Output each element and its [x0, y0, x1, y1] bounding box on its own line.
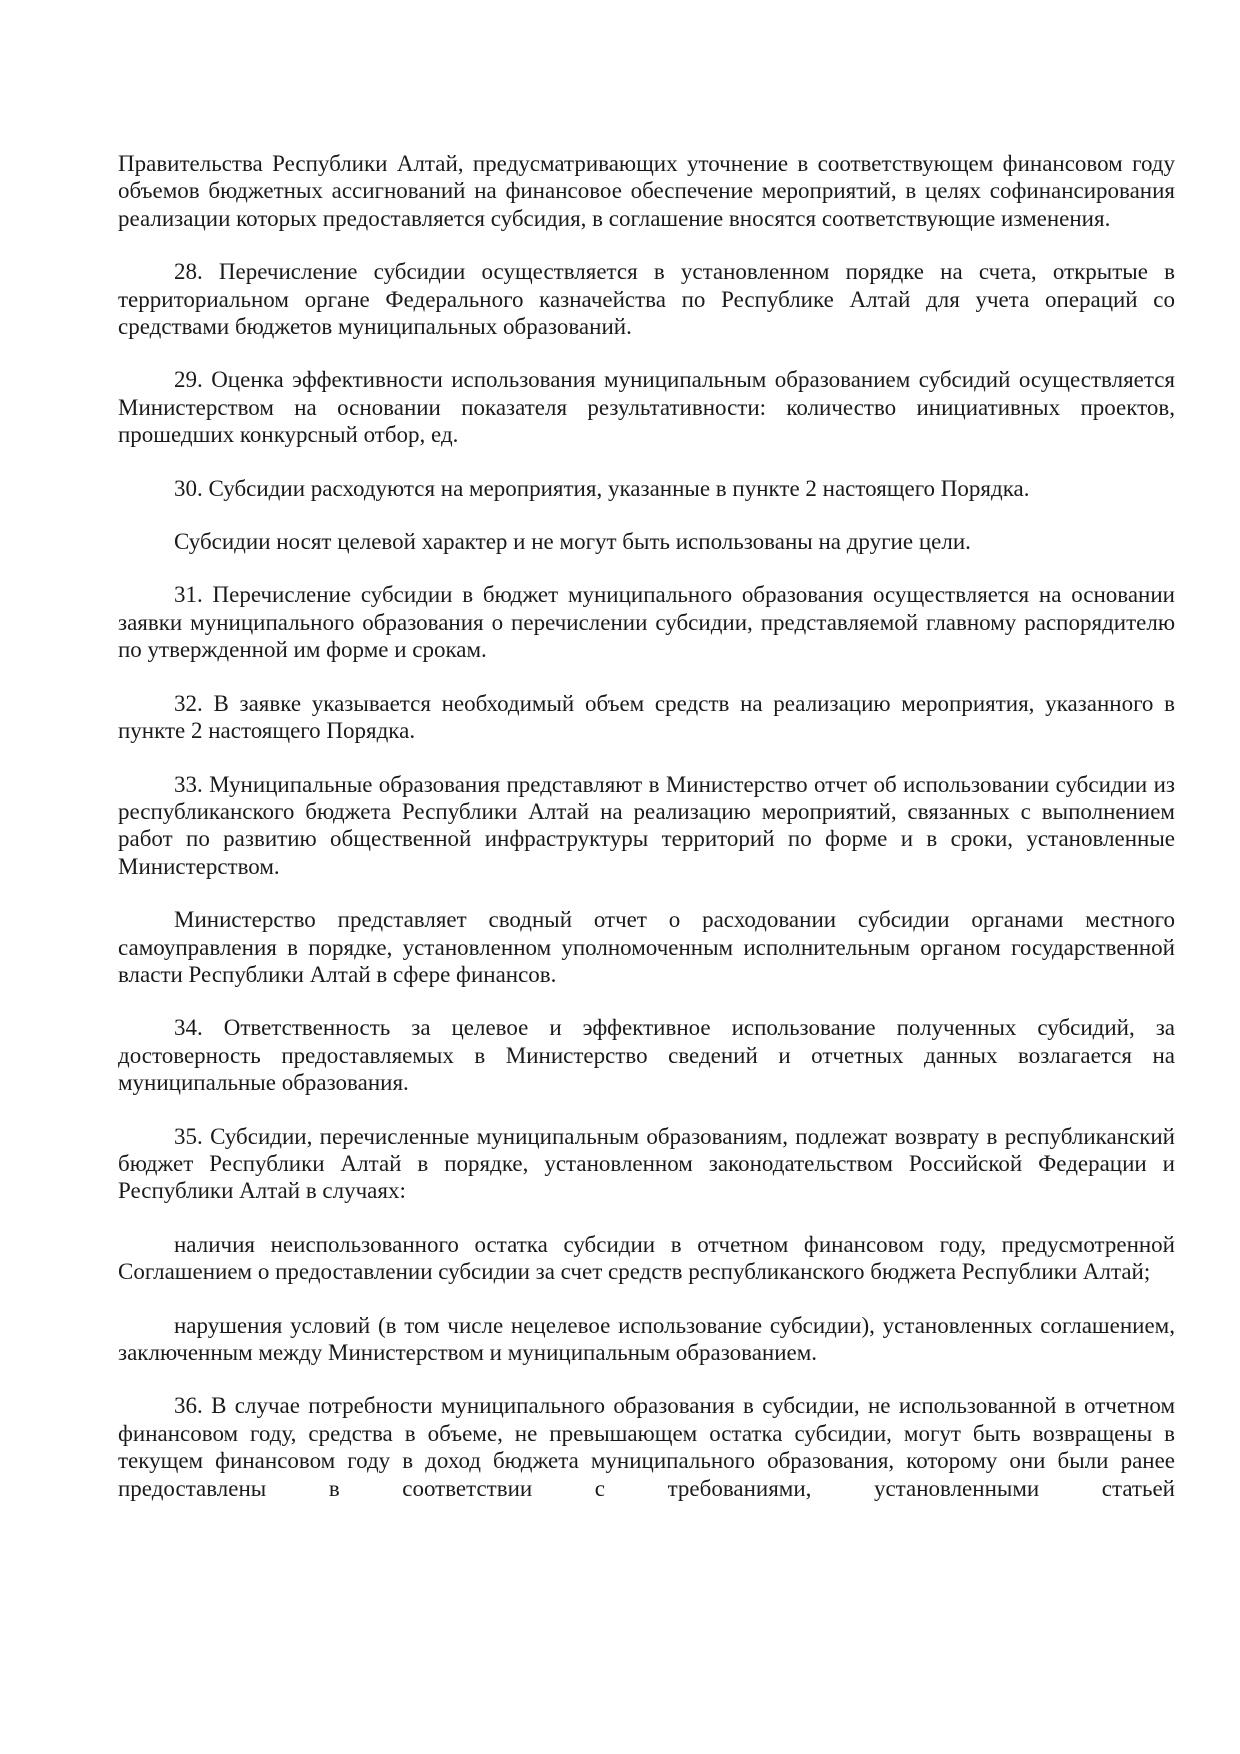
paragraph-35-case-2: нарушения условий (в том числе нецелевое использование субсидии), установленных соглашением, заключенным между Министерством и муниципальным образованием. — [118, 1312, 1175, 1365]
paragraph-31: 31. Перечисление субсидии в бюджет муниципального образования осуществляется на основании заявки муниципального образования о перечислении субсидии, представляемой главному распорядителю по утвержденной им форме и срокам. — [118, 582, 1175, 663]
paragraph-continued: Правительства Республики Алтай, предусматривающих уточнение в соответствующем финансовом году объемов бюджетных ассигнований на финансовое обеспечение мероприятий, в целях софинансирования реализации которых предоставляется субсидия, в соглашение вносятся соответствующие изменения. — [118, 151, 1175, 231]
paragraph-35: 35. Субсидии, перечисленные муниципальным образованиям, подлежат возврату в республиканский бюджет Республики Алтай в порядке, установленном законодательством Российской Федерации и Республики Алтай в случаях: — [118, 1123, 1175, 1204]
paragraph-36: 36. В случае потребности муниципального образования в субсидии, не использованной в отчетном финансовом году, средства в объеме, не превышающем остатка субсидии, могут быть возвращены в текущем финансовом году в доход бюджета муниципального образования, которому они были ранее предоставлены в соответствии с требованиями, установленными статьей — [118, 1393, 1175, 1501]
paragraph-28: 28. Перечисление субсидии осуществляется в установленном порядке на счета, открытые в территориальном органе Федерального казначейства по Республике Алтай для учета операций со средствами бюджетов муниципальных образований. — [118, 259, 1175, 340]
paragraph-30-note: Субсидии носят целевой характер и не могут быть использованы на другие цели. — [174, 529, 971, 555]
paragraph-34: 34. Ответственность за целевое и эффективное использование полученных субсидий, за достоверность предоставляемых в Министерство сведений и отчетных данных возлагается на муниципальные образования. — [118, 1015, 1175, 1096]
paragraph-33-report: Министерство представляет сводный отчет о расходовании субсидии органами местного самоуправления в порядке, установленном уполномоченным исполнительным органом государственной власти Республики Алтай в сфере финансов. — [118, 907, 1175, 987]
paragraph-33: 33. Муниципальные образования представляют в Министерство отчет об использовании субсидии из республиканского бюджета Республики Алтай на реализацию мероприятий, связанных с выполнением работ по развитию общественной инфраструктуры территорий по форме и в сроки, установленные Министерством. — [118, 771, 1175, 879]
paragraph-30: 30. Субсидии расходуются на мероприятия, указанные в пункте 2 настоящего Порядка. — [174, 475, 1030, 501]
document-body — [118, 150, 1175, 1502]
paragraph-35-case-1: наличия неиспользованного остатка субсидии в отчетном финансовом году, предусмотренной Соглашением о предоставлении субсидии за счет средств республиканского бюджета Республики Алтай; — [118, 1231, 1175, 1285]
paragraph-29: 29. Оценка эффективности использования муниципальным образованием субсидий осуществляется Министерством на основании показателя результативности: количество инициативных проектов, прошедших конкурсный отбор, ед. — [118, 367, 1175, 448]
paragraph-32: 32. В заявке указывается необходимый объем средств на реализацию мероприятия, указанного в пункте 2 настоящего Порядка. — [118, 690, 1175, 744]
